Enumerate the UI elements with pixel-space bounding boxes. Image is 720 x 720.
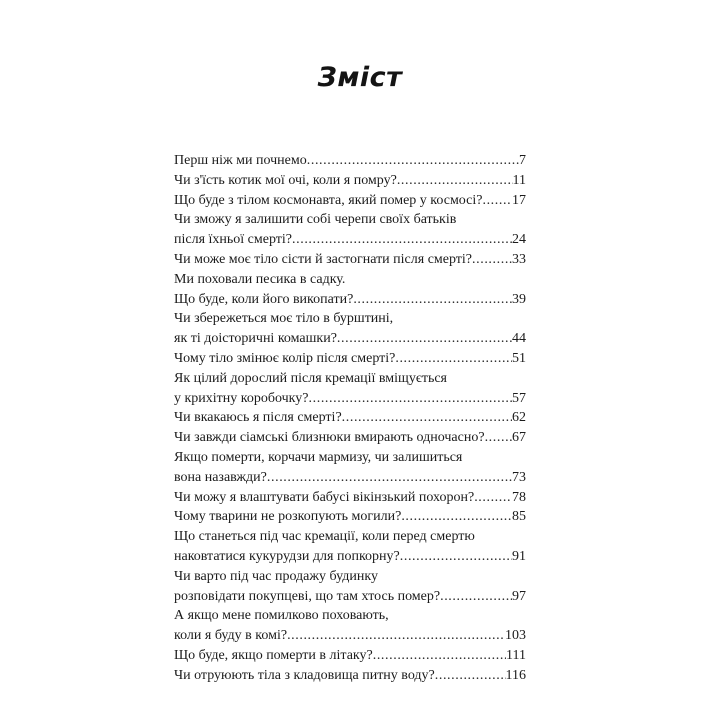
dot-leader [353,290,512,310]
toc-entry-title-line: Чи може моє тіло сісти й застогнати після смерті? [174,251,473,267]
toc-entry [174,270,526,310]
toc-entry-row [174,290,526,310]
dot-leader [373,646,506,666]
toc-entry-row [174,547,526,567]
toc-entry-row [174,646,526,666]
dot-leader [287,626,505,646]
toc-entry-title-line: після їхньої смерті? [174,232,293,248]
toc-entry [174,428,526,448]
toc-entry-row [174,626,526,646]
page-number: 33 [512,251,526,267]
toc-entry-title-line: у крихітну коробочку? [174,390,309,406]
toc-entry-title-line: Чи отруюють тіла з кладовища питну воду? [174,667,435,683]
toc-entry [174,408,526,428]
toc-entry-row [174,428,526,448]
dot-leader [342,408,512,428]
toc-entry [174,488,526,508]
dot-leader [309,389,512,409]
page-number: 111 [506,647,526,663]
page-number: 85 [512,509,526,525]
dot-leader [440,587,512,607]
toc-entry-title-line: Якщо померти, корчачи мармизу, чи залишиться [174,449,463,465]
page-number: 17 [512,192,526,208]
toc-entry-row [174,230,526,250]
toc-entry [174,666,526,686]
toc-entry-title-line: Чи завжди сіамські близнюки вмирають одночасно? [174,430,485,446]
toc-entry-title-line: як ті доісторичні комашки? [174,331,337,347]
toc-entry-title-line: коли я буду в комі? [174,628,288,644]
dot-leader [397,171,513,191]
toc-entry-title-line: Що буде з тілом космонавта, який помер у космосі? [174,192,483,208]
toc-entry-title-line: Чи з'їсть котик мої очі, коли я помру? [174,172,397,188]
toc-entry-row [174,191,526,211]
page-number: 97 [512,588,526,604]
page-number: 44 [512,331,526,347]
toc-entry [174,369,526,409]
dot-leader [307,151,519,171]
toc-entry-row [174,488,526,508]
page-number: 78 [512,489,526,505]
toc-entry-title-line: Що буде, якщо померти в літаку? [174,647,373,663]
page-number: 67 [512,430,526,446]
toc-entry-title-line: наковтатися кукурудзи для попкорну? [174,548,400,564]
toc-entry-row [174,151,526,171]
toc-entry [174,151,526,171]
page-number: 116 [505,667,526,683]
toc-entry-row [174,329,526,349]
toc-entry-title-line: Перш ніж ми почнемо [174,153,307,168]
toc-entry [174,527,526,567]
toc-entry-row [174,468,526,488]
toc-entry-title-line: Чому тварини не розкопують могили? [174,509,402,525]
dot-leader [337,329,512,349]
toc-entry-row [174,666,526,686]
dot-leader [292,230,512,250]
toc-entry [174,349,526,369]
toc-entry-title-line: Чи варто під час продажу будинку [174,568,378,584]
toc-entry-title-line: А якщо мене помилково поховають, [174,608,389,624]
toc-entry-title-line: Чому тіло змінює колір після смерті? [174,350,396,366]
page-number: 73 [512,469,526,485]
toc-entry-title-line: вона назавжди? [174,469,267,485]
toc-entry-title-line: Що станеться під час кремації, коли перед смертю [174,529,475,545]
toc-entry-title-line: розповідати покупцеві, що там хтось помер? [174,588,441,604]
toc-entry-row [174,250,526,270]
toc-entry-row [174,587,526,607]
page-number: 91 [512,548,526,564]
table-of-contents [174,151,526,686]
toc-entry-title-line: Ми поховали песика в садку. [174,271,346,287]
dot-leader [401,507,512,527]
page-number: 62 [512,410,526,426]
toc-entry [174,171,526,191]
page-title: Зміст [317,62,403,93]
toc-entry-row [174,408,526,428]
toc-entry-row [174,171,526,191]
toc-entry [174,606,526,646]
toc-entry-row [174,507,526,527]
page-number: 39 [512,291,526,307]
dot-leader [485,428,512,448]
toc-entry-title-line: Чи вкакаюсь я після смерті? [174,410,342,426]
toc-entry-title-line: Чи зможу я залишити собі черепи своїх батьків [174,212,457,228]
toc-entry [174,646,526,666]
toc-entry-title-line: Що буде, коли його викопати? [174,291,354,307]
dot-leader [267,468,512,488]
page-number: 51 [512,350,526,366]
dot-leader [482,191,512,211]
toc-entry [174,250,526,270]
page-number: 103 [505,628,526,644]
toc-entry [174,210,526,250]
page-number: 7 [519,153,526,168]
dot-leader [472,250,512,270]
page-number: 11 [512,172,526,188]
page-number: 57 [512,390,526,406]
toc-entry [174,191,526,211]
page-number: 24 [512,232,526,248]
toc-entry-row [174,389,526,409]
toc-entry [174,567,526,607]
dot-leader [395,349,512,369]
dot-leader [400,547,512,567]
toc-entry [174,448,526,488]
toc-entry [174,507,526,527]
toc-entry-row [174,349,526,369]
toc-entry-title-line: Як цілий дорослий після кремації вміщується [174,370,447,386]
dot-leader [474,488,512,508]
toc-entry [174,309,526,349]
toc-entry-title-line: Чи збережеться моє тіло в бурштині, [174,311,394,327]
dot-leader [435,666,506,686]
toc-entry-title-line: Чи можу я влаштувати бабусі вікінзький похорон? [174,489,475,505]
